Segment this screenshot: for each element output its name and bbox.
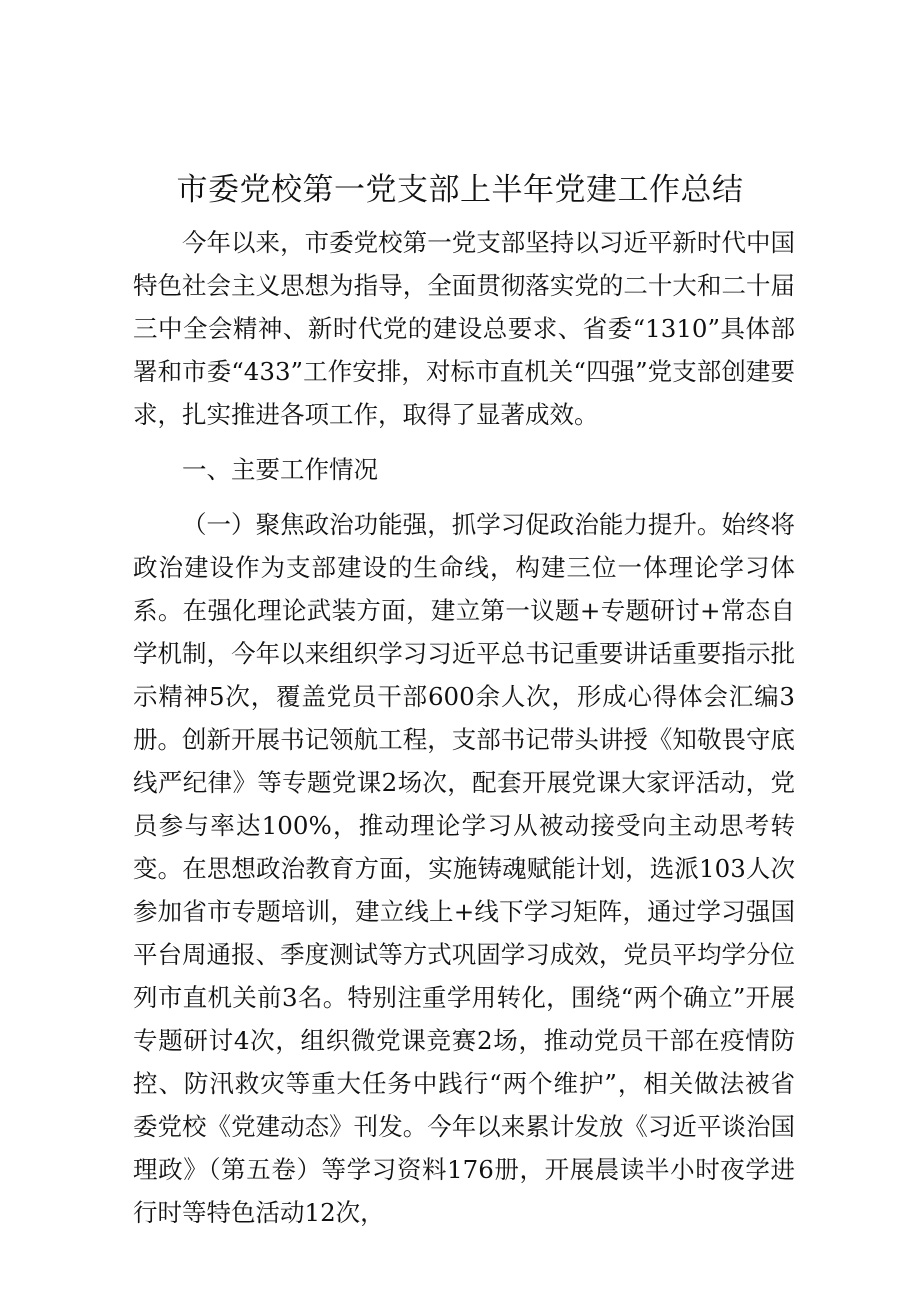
section-heading: 一、主要工作情况 [182,455,378,484]
document-body [133,221,795,1234]
document-title: 市委党校第一党支部上半年党建工作总结 [176,172,744,208]
intro-paragraph: 今年以来，市委党校第一党支部坚持以习近平新时代中国特色社会主义思想为指导，全面贯彻落实党的二十大和二十届三中全会精神、新时代党的建设总要求、省委“1310”具体部署和市委“433”工作安排，对标市直机关“四强”党支部创建要求，扎实推进各项工作，取得了显著成效。 [133,228,795,429]
section-paragraph: （一）聚焦政治功能强，抓学习促政治能力提升。始终将政治建设作为支部建设的生命线，构建三位一体理论学习体系。在强化理论武装方面，建立第一议题+专题研讨+常态自学机制，今年以来组织学习习近平总书记重要讲话重要指示批示精神5次，覆盖党员干部600余人次，形成心得体会汇编3册。创新开展书记领航工程，支部书记带头讲授《知敬畏守底线严纪律》等专题党课2场次，配套开展党课大家评活动，党员参与率达100%，推动理论学习从被动接受向主动思考转变。在思想政治教育方面，实施铸魂赋能计划，选派103人次参加省市专题培训，建立线上+线下学习矩阵，通过学习强国平台周通报、季度测试等方式巩固学习成效，党员平均学分位列市直机关前3名。特别注重学用转化，围绕“两个确立”开展专题研讨4次，组织微党课竞赛2场，推动党员干部在疫情防控、防汛救灾等重大任务中践行“两个维护”，相关做法被省委党校《党建动态》刊发。今年以来累计发放《习近平谈治国理政》（第五卷）等学习资料176册，开展晨读半小时夜学进行时等特色活动12次， [133,510,795,1227]
